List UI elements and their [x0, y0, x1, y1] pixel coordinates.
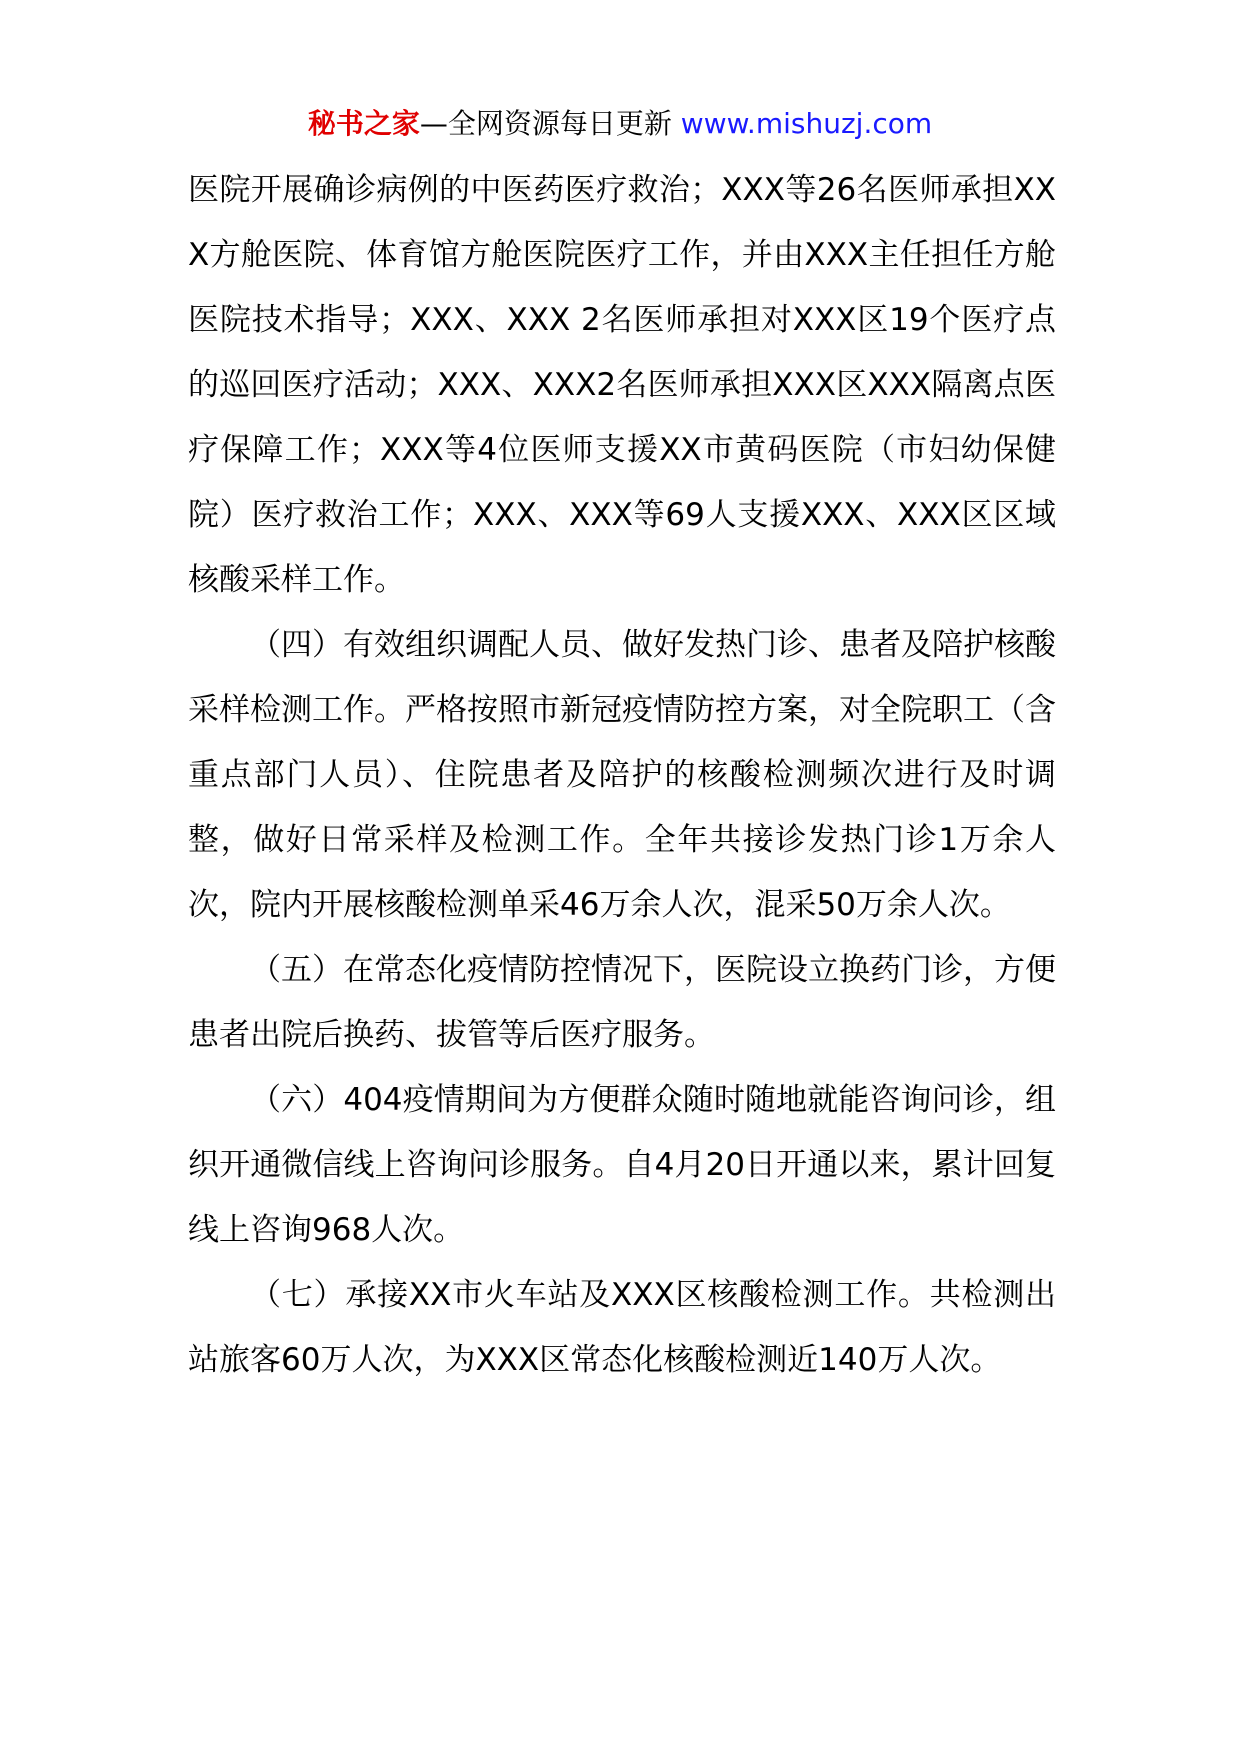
- paragraph-section-6: （六）404疫情期间为方便群众随时随地就能咨询问诊，组织开通微信线上咨询问诊服务。自4月20日开通以来，累计回复线上咨询968人次。: [188, 1082, 1056, 1248]
- site-header: [0, 104, 1240, 144]
- site-brand: 秘书之家: [307, 107, 420, 140]
- paragraph-section-4: （四）有效组织调配人员、做好发热门诊、患者及陪护核酸采样检测工作。严格按照市新冠疫情防控方案，对全院职工（含重点部门人员）、住院患者及陪护的核酸检测频次进行及时调整，做好日常采样及检测工作。全年共接诊发热门诊1万余人次，院内开展核酸检测单采46万余人次，混采50万余人次。: [188, 627, 1056, 923]
- paragraph-section-5: （五）在常态化疫情防控情况下，医院设立换药门诊，方便患者出院后换药、拔管等后医疗服务。: [188, 952, 1056, 1053]
- site-url-link[interactable]: www.mishuzj.com: [680, 107, 933, 140]
- document-body: [188, 158, 1056, 1393]
- paragraph-section-7: （七）承接XX市火车站及XXX区核酸检测工作。共检测出站旅客60万人次，为XXX区常态化核酸检测近140万人次。: [188, 1277, 1056, 1378]
- paragraph-continuation: 医院开展确诊病例的中医药医疗救治；XXX等26名医师承担XXX方舱医院、体育馆方舱医院医疗工作，并由XXX主任担任方舱医院技术指导；XXX、XXX 2名医师承担对XXX区19个医疗点的巡回医疗活动；XXX、XXX2名医师承担XXX区XXX隔离点医疗保障工作；XXX等4位医师支援XX市黄码医院（市妇幼保健院）医疗救治工作；XXX、XXX等69人支援XXX、XXX区区域核酸采样工作。: [188, 172, 1056, 598]
- site-tagline: —全网资源每日更新: [419, 107, 672, 140]
